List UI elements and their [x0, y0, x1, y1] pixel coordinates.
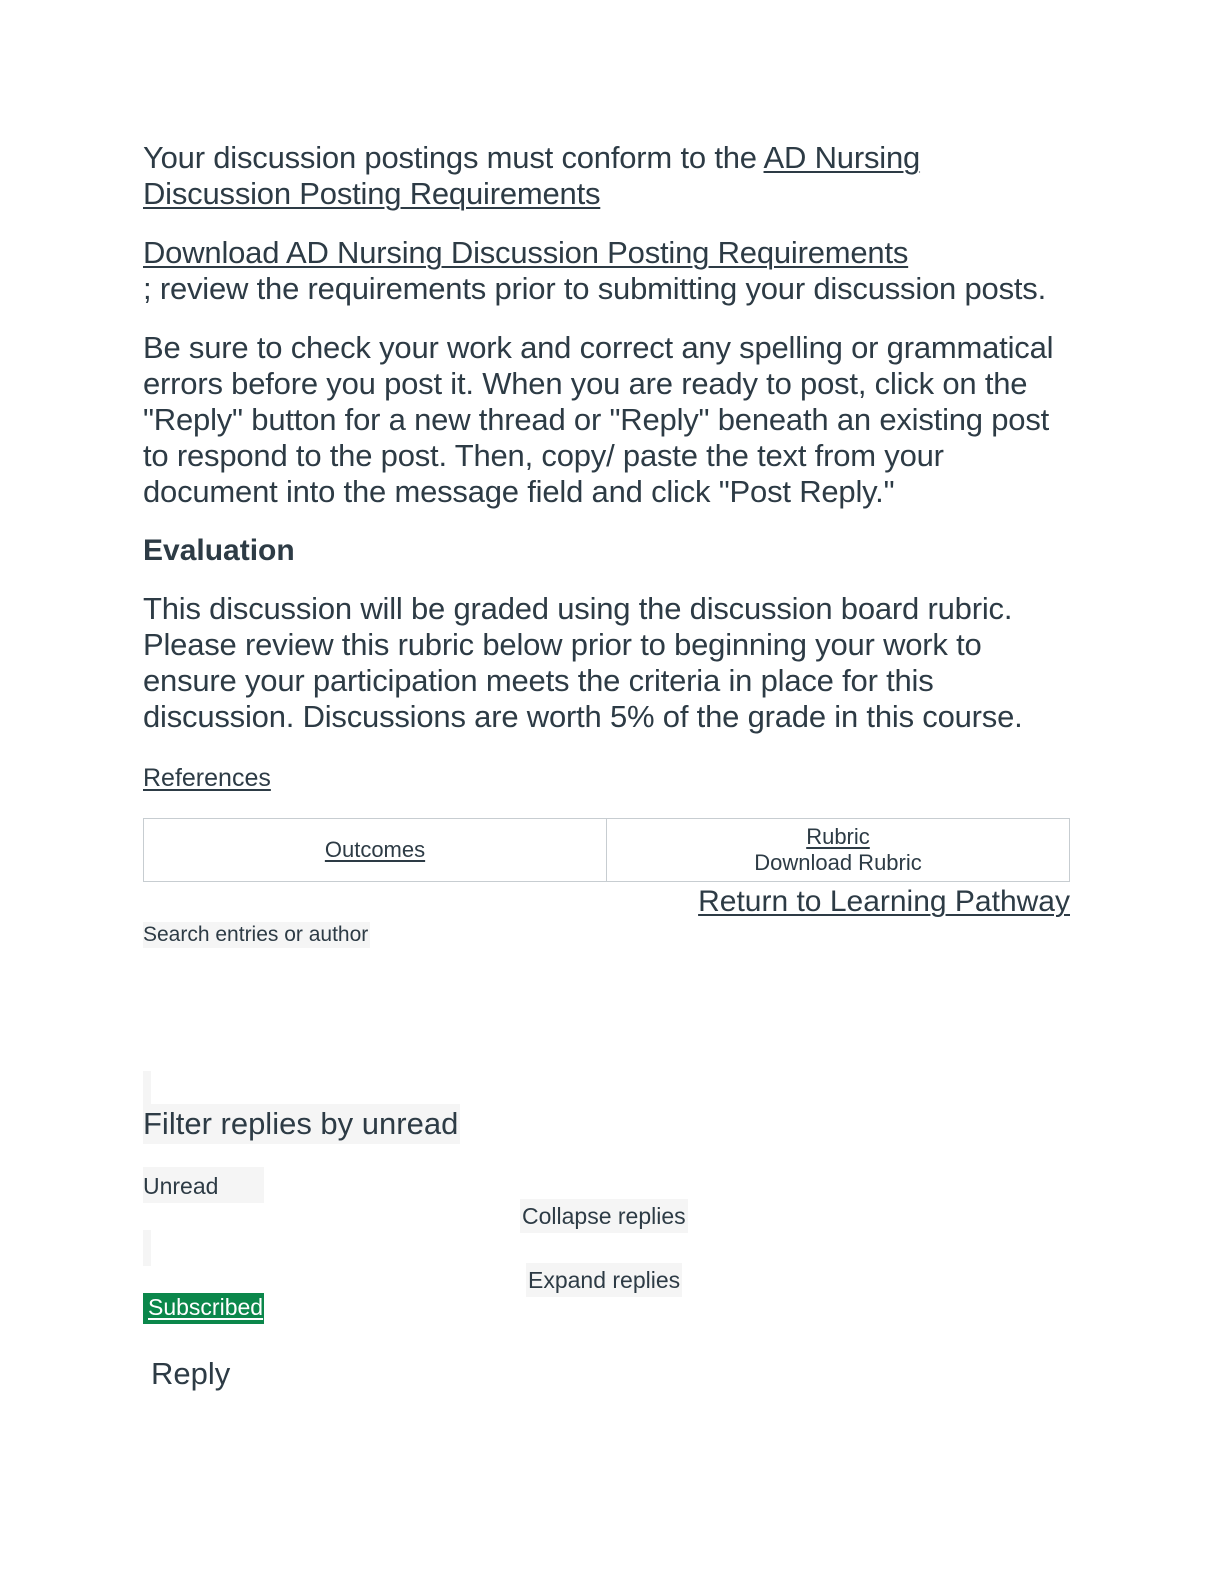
- references-link[interactable]: References: [143, 764, 271, 792]
- search-input[interactable]: Search entries or author: [143, 923, 369, 946]
- subscribed-button[interactable]: Subscribed: [143, 1293, 264, 1324]
- outcomes-link[interactable]: Outcomes: [324, 837, 426, 862]
- expand-replies-button[interactable]: Expand replies: [526, 1263, 682, 1297]
- instructions-paragraph: Be sure to check your work and correct any spelling or grammatical errors before you post it. When you are ready to post, click on the "Reply" button for a new thread or "Reply" beneath an existing post to respond to the post. Then, copy/ paste the text from your document into the message field and click "Post Reply.": [143, 330, 1054, 509]
- return-row: [143, 884, 1070, 922]
- collapse-replies-button[interactable]: Collapse replies: [520, 1199, 688, 1233]
- download-rubric-label[interactable]: Download Rubric: [754, 850, 922, 875]
- outcomes-rubric-table: [143, 818, 1070, 882]
- toolbar-divider: [143, 1230, 151, 1266]
- intro-text: Your discussion postings must conform to the: [143, 140, 764, 175]
- evaluation-heading: Evaluation: [143, 534, 295, 567]
- table-row: [144, 819, 1070, 882]
- discussion-description: [143, 140, 1070, 948]
- return-to-learning-pathway-link[interactable]: Return to Learning Pathway: [698, 885, 1070, 918]
- download-note: ; review the requirements prior to submitting your discussion posts.: [143, 271, 1047, 306]
- rubric-link[interactable]: Rubric: [806, 824, 870, 849]
- outcomes-cell: [144, 819, 607, 882]
- filter-heading: Filter replies by unread: [143, 1104, 460, 1144]
- intro-paragraph: [143, 140, 1070, 212]
- evaluation-paragraph: This discussion will be graded using the discussion board rubric. Please review this rubric below prior to beginning your work to ensure your participation meets the criteria in place for this discussion. Discussions are worth 5% of the grade in this course.: [143, 591, 1023, 734]
- posting-requirements-link[interactable]: AD Nursing Discussion Posting Requirements: [143, 140, 921, 211]
- download-paragraph: [143, 235, 1070, 307]
- download-requirements-link[interactable]: Download AD Nursing Discussion Posting Requirements: [143, 235, 909, 270]
- rubric-cell: [607, 819, 1070, 882]
- filter-toggle-bar: [143, 1071, 151, 1107]
- reply-button[interactable]: Reply: [151, 1356, 231, 1391]
- unread-filter-select[interactable]: Unread: [143, 1167, 264, 1203]
